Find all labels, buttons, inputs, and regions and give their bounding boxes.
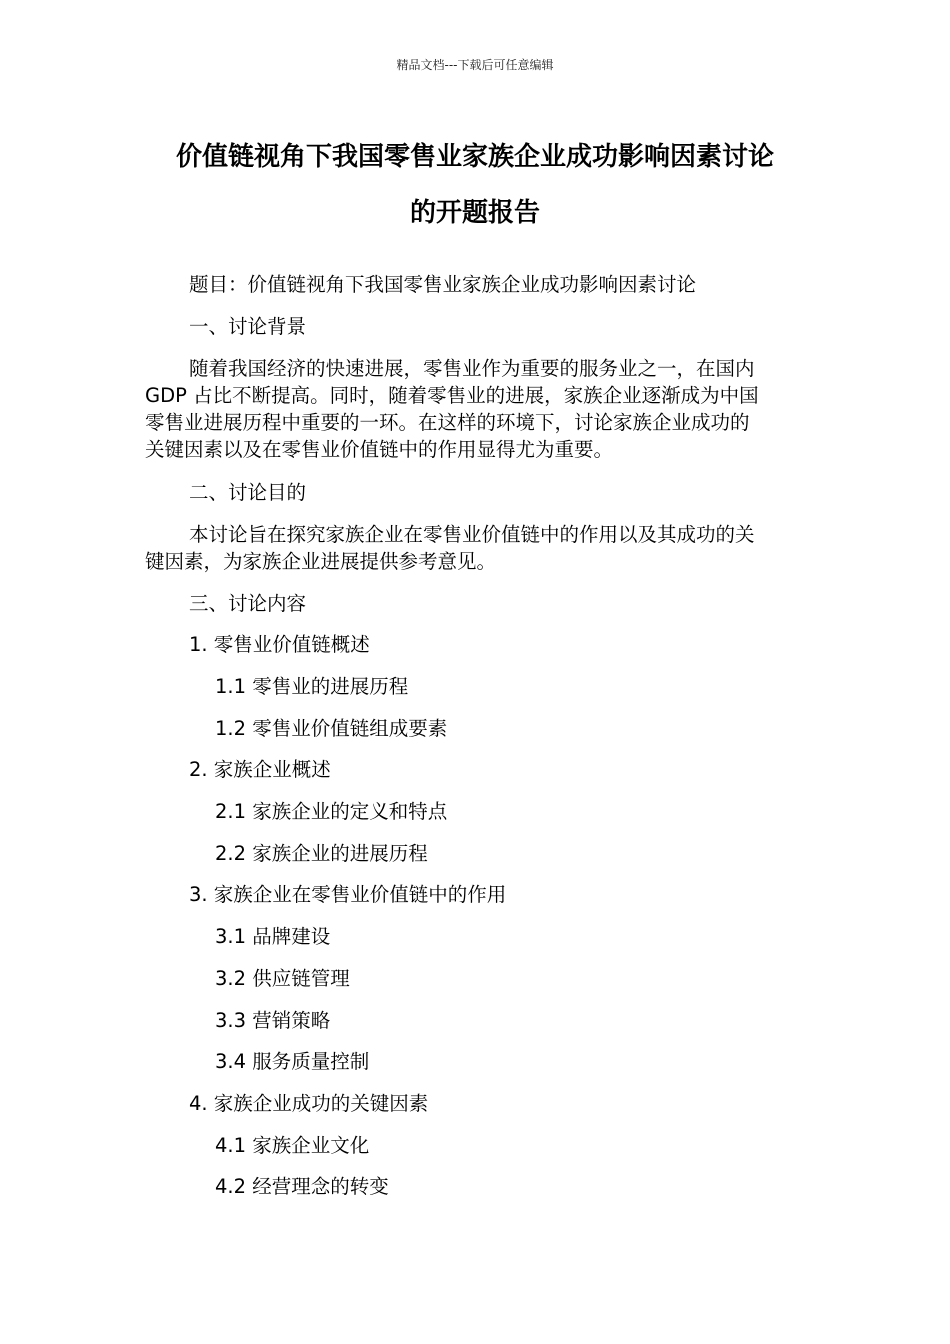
outline-item: 1. 零售业价值链概述 bbox=[189, 633, 370, 656]
background-paragraph bbox=[145, 355, 805, 463]
outline-item: 2. 家族企业概述 bbox=[189, 758, 331, 781]
document-title bbox=[130, 136, 820, 234]
background-line: 关键因素以及在零售业价值链中的作用显得尤为重要。 bbox=[145, 438, 614, 461]
title-line-2: 的开题报告 bbox=[409, 198, 540, 228]
outline-subitem: 1.1 零售业的进展历程 bbox=[215, 675, 409, 698]
outline-subitem: 3.1 品牌建设 bbox=[215, 925, 331, 948]
purpose-paragraph bbox=[145, 521, 805, 575]
outline-subitem: 3.3 营销策略 bbox=[215, 1009, 331, 1032]
outline-item: 3. 家族企业在零售业价值链中的作用 bbox=[189, 883, 507, 906]
background-heading: 一、讨论背景 bbox=[189, 315, 307, 338]
outline-subitem: 4.1 家族企业文化 bbox=[215, 1134, 370, 1157]
background-line: 随着我国经济的快速进展，零售业作为重要的服务业之一，在国内 bbox=[189, 357, 755, 380]
outline-subitem: 3.2 供应链管理 bbox=[215, 967, 350, 990]
content-heading: 三、讨论内容 bbox=[189, 592, 307, 615]
outline-subitem: 4.2 经营理念的转变 bbox=[215, 1175, 389, 1198]
purpose-heading: 二、讨论目的 bbox=[189, 481, 307, 504]
purpose-line: 键因素，为家族企业进展提供参考意见。 bbox=[145, 550, 497, 573]
outline-subitem: 2.1 家族企业的定义和特点 bbox=[215, 800, 448, 823]
topic-line: 题目：价值链视角下我国零售业家族企业成功影响因素讨论 bbox=[189, 273, 697, 296]
outline-item: 4. 家族企业成功的关键因素 bbox=[189, 1092, 429, 1115]
outline-subitem: 2.2 家族企业的进展历程 bbox=[215, 842, 428, 865]
outline-subitem: 1.2 零售业价值链组成要素 bbox=[215, 717, 448, 740]
outline-subitem: 3.4 服务质量控制 bbox=[215, 1050, 370, 1073]
purpose-line: 本讨论旨在探究家族企业在零售业价值链中的作用以及其成功的关 bbox=[189, 523, 755, 546]
title-line-1: 价值链视角下我国零售业家族企业成功影响因素讨论 bbox=[175, 142, 774, 172]
background-line: GDP 占比不断提高。同时，随着零售业的进展，家族企业逐渐成为中国 bbox=[145, 384, 759, 407]
page-header: 精品文档---下载后可任意编辑 bbox=[396, 58, 554, 72]
background-line: 零售业进展历程中重要的一环。在这样的环境下，讨论家族企业成功的 bbox=[145, 411, 750, 434]
